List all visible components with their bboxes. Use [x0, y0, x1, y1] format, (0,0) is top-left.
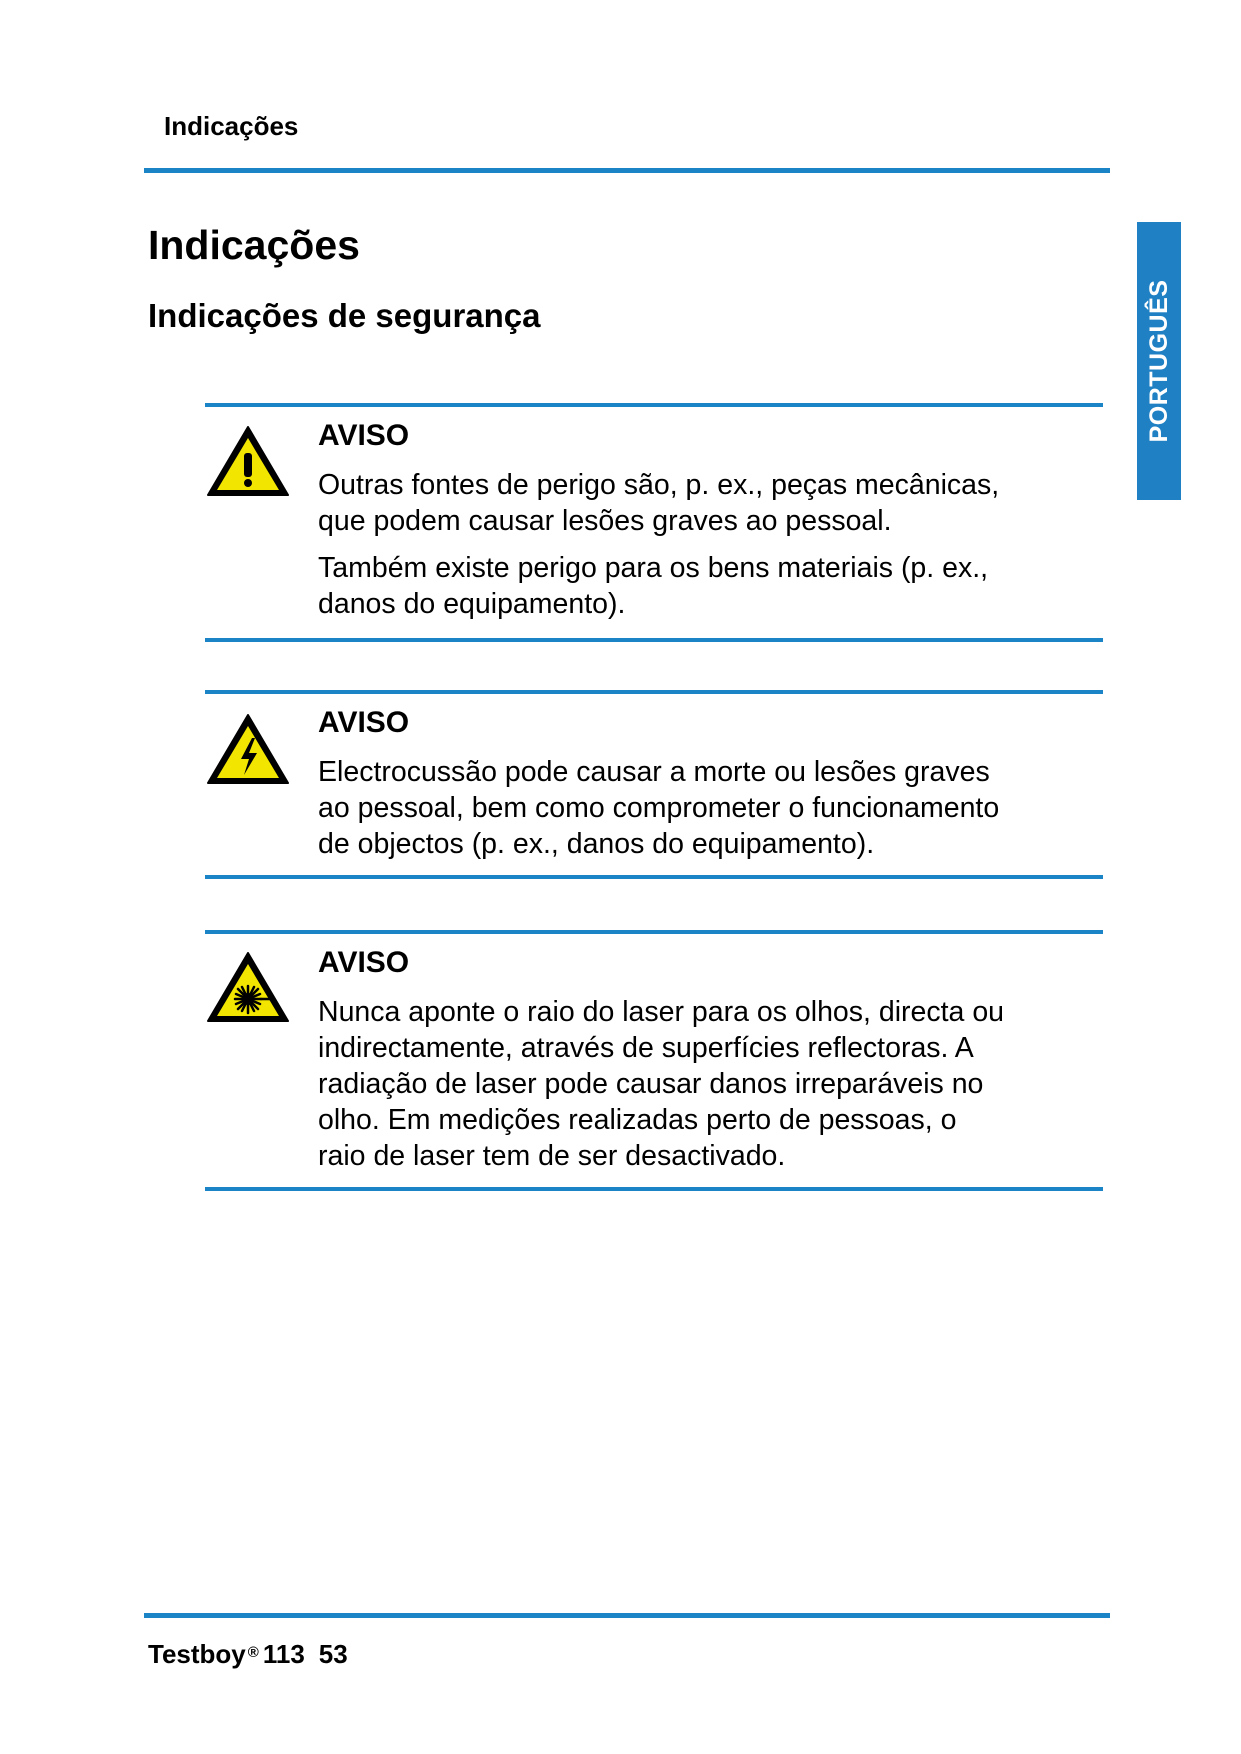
warning-heading: AVISO — [318, 706, 410, 739]
warning-exclamation-icon — [207, 425, 289, 497]
warning-paragraph — [318, 994, 1004, 1174]
page-footer — [148, 1637, 348, 1670]
laser-hazard-icon — [207, 951, 289, 1023]
text-line: ao pessoal, bem como comprometer o funcionamento — [318, 792, 1000, 824]
footer-rule — [144, 1613, 1110, 1618]
warning-heading: AVISO — [318, 946, 410, 979]
warning-text — [318, 467, 999, 622]
warning-heading: AVISO — [318, 419, 410, 452]
footer-brand: Testboy — [148, 1639, 246, 1669]
page-number: 53 — [318, 1639, 348, 1669]
text-line: radiação de laser pode causar danos irreparáveis no — [318, 1068, 984, 1100]
footer-model: 113 — [262, 1639, 305, 1669]
warning-box — [205, 403, 1103, 642]
text-line: que podem causar lesões graves ao pessoal. — [318, 505, 892, 537]
warning-text — [318, 994, 1004, 1174]
text-line: danos do equipamento). — [318, 588, 626, 620]
electric-hazard-icon — [207, 713, 289, 785]
warning-text — [318, 754, 999, 862]
header-rule — [144, 168, 1110, 173]
text-line: de objectos (p. ex., danos do equipamento). — [318, 828, 875, 860]
text-line: Electrocussão pode causar a morte ou lesões graves — [318, 756, 990, 788]
warning-paragraph — [318, 754, 999, 862]
section-subtitle: Indicações de segurança — [148, 297, 541, 334]
registered-mark: ® — [247, 1644, 259, 1661]
text-line: olho. Em medições realizadas perto de pessoas, o — [318, 1104, 957, 1136]
text-line: Nunca aponte o raio do laser para os olhos, directa ou — [318, 996, 1005, 1028]
text-line: indirectamente, através de superfícies reflectoras. A — [318, 1032, 974, 1064]
page-title: Indicações — [148, 222, 360, 268]
warning-box — [205, 690, 1103, 879]
language-side-tab — [1137, 222, 1181, 500]
warning-box — [205, 930, 1103, 1191]
warning-paragraph — [318, 550, 999, 622]
text-line: Outras fontes de perigo são, p. ex., peças mecânicas, — [318, 469, 1000, 501]
running-header-title: Indicações — [164, 111, 299, 141]
text-line: Também existe perigo para os bens materiais (p. ex., — [318, 552, 989, 584]
text-line: raio de laser tem de ser desactivado. — [318, 1140, 786, 1172]
language-tab-label: PORTUGUÊS — [1145, 279, 1173, 443]
warning-paragraph — [318, 467, 999, 539]
